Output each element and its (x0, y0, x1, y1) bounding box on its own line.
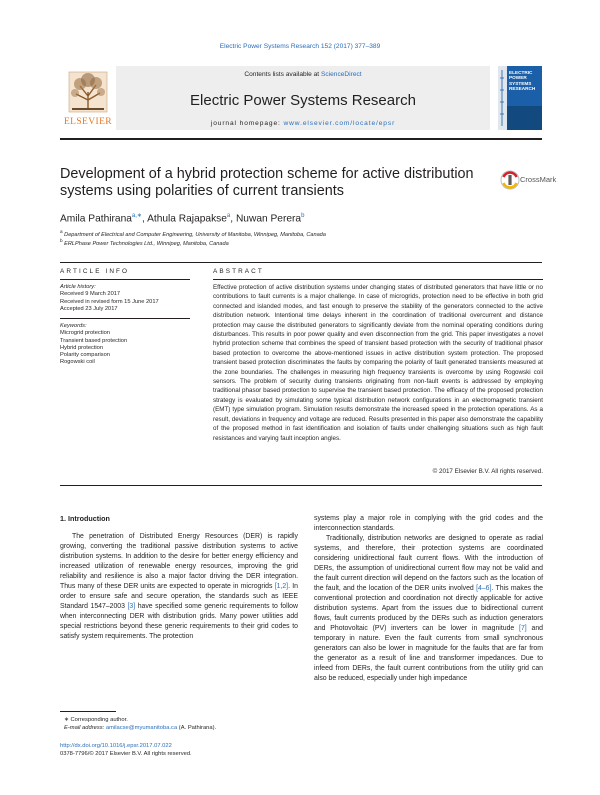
doi-text[interactable]: http://dx.doi.org/10.1016/j.epsr.2017.07.022 (60, 743, 172, 749)
keywords-label: Keywords: (60, 323, 87, 329)
author-list (60, 212, 304, 224)
abstract-text: Effective protection of active distribution systems under changing states of distributed generators that have little or no contributions to fault currents is a major challenge. In case of microgrids, protection need to be effective in both grid connected and islanded modes, and fast enough to preserve the stability of the generators connected to the active distribution network. Intentional time delays inherent in the coordination of traditional overcurrent and distance protection may cause the distributed generators to significantly deviate from the nominal operating conditions during disturbances. This results in poor power quality and even disconnection from the grid. This paper investigates a novel hybrid protection scheme that combines the speed of transient based protection with the security of traditional phasor based protection to overcome the above-mentioned issues in active distribution system protection. The proposed transient based protection discriminates the faults by comparing the polarity of fault generated transients measured at the zone boundaries. The challenges in measuring high frequency transients is overcome by using Rogowski coil sensors. The problem of security during transients originating from non-fault events is addressed by employing traditional phasor based protection to supervise the transient based protection. The efficacy of the proposed protection strategy is evaluated by simulating some typical distribution network configurations in an electromagnetic transient (EMT) type simulation program. Simulation results demonstrate the increased speed in the protection operations. As a result, deviations in frequency and voltage are reduced. Results presented in this paper also demonstrate the capability of the proposed method in fast identification and isolation of faults under challenging situations such as high fault resistances and varying fault inception angles. (213, 284, 543, 442)
header-divider (60, 138, 542, 140)
introduction-left-column (60, 532, 298, 642)
footnote-divider (60, 711, 116, 712)
author-affiliation-mark[interactable]: b (301, 213, 305, 219)
article-title: Development of a hybrid protection scheme for active distribution systems using polarities of current transients (60, 166, 474, 199)
author-separator: , (230, 213, 236, 225)
author-name: Athula Rajapakse (147, 213, 227, 225)
issn-line: 0378-7796/© 2017 Elsevier B.V. All rights reserved. (60, 751, 192, 757)
paragraph-text: Traditionally, distribution networks are designed to operate as radial systems, and therefore, their protection systems are coordinated considering unidirectional fault current flows. With the introduction of DERs, the assumption of unidirectional current flow may not be valid and the fault current direction will depend on the factors such as the location of the fault, and the location of the DER units involved (314, 535, 543, 592)
cover-title-line2: SYSTEMS RESEARCH (509, 80, 536, 92)
introduction-right-column (314, 514, 543, 684)
author-separator: , (141, 213, 148, 225)
journal-reference[interactable]: Electric Power Systems Research 152 (2017) 377–389 (219, 43, 381, 50)
citation-link[interactable]: [3] (127, 603, 136, 610)
paragraph-text: . In order to ensure safe and secure operation, the standards such as IEEE Standard 1547–2003 (60, 583, 298, 610)
contents-line (116, 71, 490, 78)
crossmark-label: CrossMark (520, 175, 557, 184)
article-info-heading: ARTICLE INFO (60, 268, 130, 275)
author-affiliation-mark[interactable]: a,∗ (131, 213, 142, 219)
journal-title: Electric Power Systems Research (190, 92, 416, 109)
affiliation-mark: b (60, 238, 63, 243)
affiliation (60, 229, 326, 238)
article-info-divider (60, 318, 190, 319)
paragraph (314, 534, 543, 684)
sciencedirect-link[interactable]: ScienceDirect (320, 71, 362, 78)
cover-title (509, 70, 542, 92)
elsevier-wordmark: ELSEVIER (63, 117, 113, 127)
citation-link[interactable]: [4–6] (476, 585, 492, 592)
affiliation-mark: a (60, 229, 63, 234)
paragraph-text: . This makes the conventional protection and coordination not directly applicable for active distribution systems. Apart from the issues due to bidirectional current flows, fault currents produced by the DERs such as induction generators and Photovoltaic (PV) inverters can be lower in magnitude (314, 585, 543, 632)
elsevier-logo[interactable] (60, 66, 116, 130)
corresponding-author-note: ∗ Corresponding author. (64, 717, 128, 723)
author-name: Amila Pathirana (60, 213, 132, 225)
affiliation-text: Department of Electrical and Computer Engineering, University of Manitoba, Winnipeg, Manitoba, Canada (64, 231, 326, 238)
keyword-item: Rogowski coil (60, 359, 95, 366)
article-info-divider (60, 279, 190, 280)
introduction-heading: 1. Introduction (60, 514, 110, 523)
doi-link[interactable] (60, 742, 172, 750)
keyword-item: Microgrid protection (60, 330, 110, 337)
email-note (64, 724, 216, 732)
paragraph-text: The penetration of Distributed Energy Resources (DER) is rapidly growing, converting the traditional passive distribution systems to active distribution systems. In addition to the desire for better energy efficiency and increased utilization of renewable energy resources, improving the grid reliability and resilience is also a major factor driving the DER integration. Thus many of these DER units are expected to operate in microgrids (60, 533, 298, 590)
section-divider (60, 262, 542, 263)
journal-cover-thumbnail[interactable] (498, 66, 542, 130)
affiliation-text: ERLPhase Power Technologies Ltd., Winnipeg, Manitoba, Canada (64, 240, 229, 247)
contents-prefix: Contents lists available at (244, 71, 321, 78)
citation-link[interactable]: [1,2] (274, 583, 289, 590)
email-link[interactable]: amilacse@myumanitoba.ca (105, 725, 178, 731)
history-item: Received 9 March 2017 (60, 291, 121, 298)
abstract-copyright: © 2017 Elsevier B.V. All rights reserved. (432, 468, 543, 475)
paragraph-text: have specified some generic requirements to follow when interconnecting DER with distribution grids. Many power utilities add special restrictions beyond these generic requirements to their grid codes to satisfy system requirements. The protection (60, 603, 298, 640)
cover-title-line1: ELECTRIC POWER (509, 70, 533, 81)
homepage-link[interactable]: www.elsevier.com/locate/epsr (283, 120, 396, 127)
paragraph-text: and temporary in nature. Even the fault currents from small synchronous generators can also be lower in magnitude for the faults that are far from the generator as a result of line and transformer impedances. Due to infeed from DERs, the fault current contributions from the utility grid can also be reduced, especially under high impedance (314, 625, 543, 682)
author-affiliation-mark[interactable]: a (226, 213, 231, 219)
keyword-item: Transient based protection (60, 337, 128, 344)
history-label: Article history: (60, 284, 96, 290)
keyword-item: Polarity comparison (60, 352, 110, 359)
abstract-heading: ABSTRACT (213, 268, 264, 275)
author-name: Nuwan Perera (235, 213, 302, 225)
history-item: Received in revised form 15 June 2017 (60, 298, 159, 305)
affiliation (60, 238, 229, 247)
journal-homepage (116, 120, 490, 127)
email-suffix: (A. Pathirana). (177, 725, 217, 731)
abstract-divider (213, 279, 543, 280)
keywords (60, 323, 190, 367)
section-divider (60, 485, 542, 486)
email-label: E-mail address: (64, 725, 106, 731)
paragraph: systems play a major role in complying with the grid codes and the interconnection standards. (314, 515, 543, 532)
article-history (60, 284, 190, 313)
crossmark-icon (500, 170, 520, 190)
citation-link[interactable]: [7] (519, 625, 527, 632)
homepage-prefix: journal homepage: (210, 120, 284, 127)
history-item: Accepted 23 July 2017 (60, 305, 118, 312)
keyword-item: Hybrid protection (60, 344, 103, 351)
